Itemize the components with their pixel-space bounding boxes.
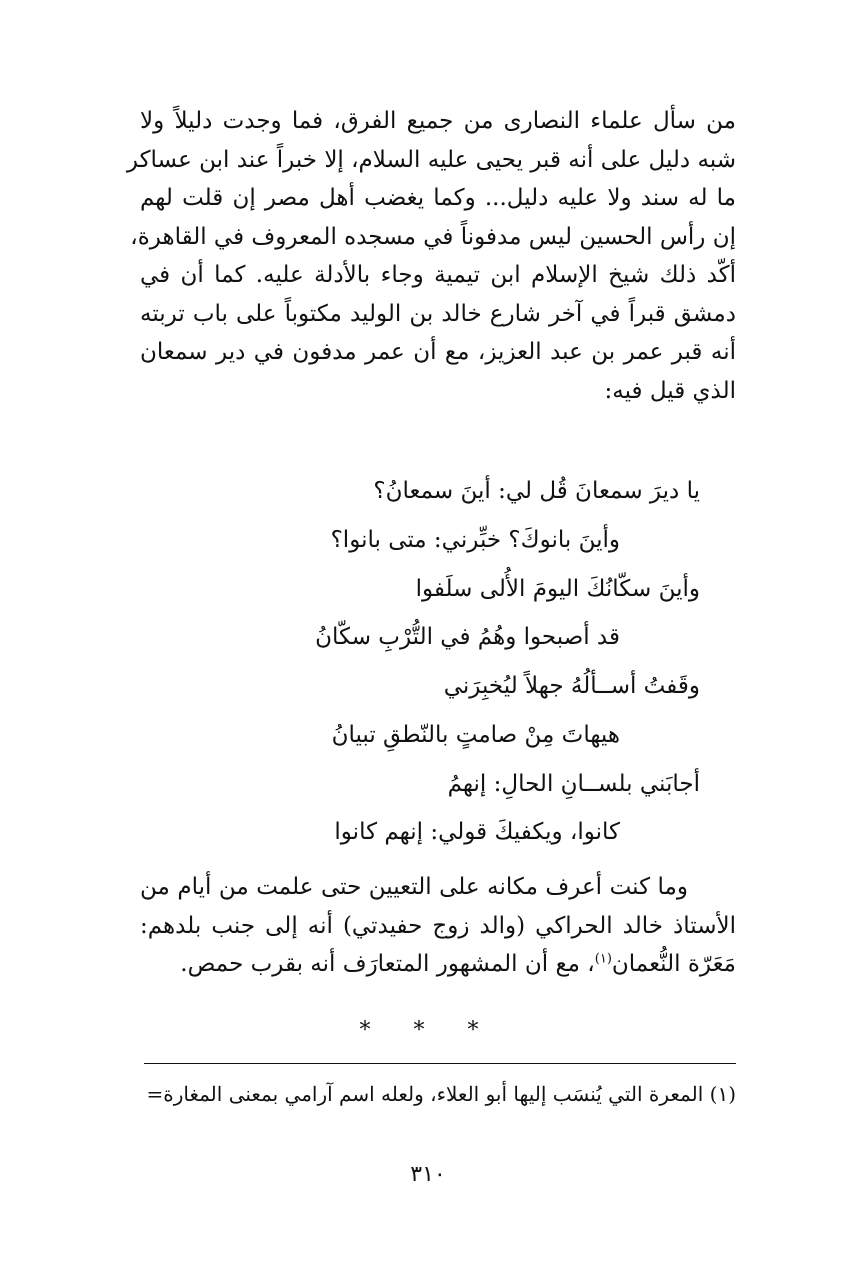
poem-verse: أجابَني بلســانِ الحالِ: إنهمُ xyxy=(447,771,700,797)
section-separator: * * * xyxy=(359,1018,497,1043)
poem-verse: يا ديرَ سمعانَ قُل لي: أينَ سمعانُ؟ xyxy=(373,478,700,504)
paragraph-2-line: وما كنت أعرف مكانه على التعيين حتى علمت من أيام من xyxy=(140,874,688,900)
paragraph-1-line: الذي قيل فيه: xyxy=(604,377,736,404)
footnote: (١) المعرة التي يُنسَب إليها أبو العلاء، ولعله اسم آرامي بمعنى المغارة= xyxy=(146,1082,736,1106)
paragraph-1-line: من سأل علماء النصارى من جميع الفرق، فما وجدت دليلاً ولا xyxy=(140,108,736,134)
paragraph-1-line: دمشق قبراً في آخر شارع خالد بن الوليد مكتوباً على باب تربته xyxy=(140,300,736,327)
paragraph-1 xyxy=(126,102,736,410)
poem-verse: كانوا، ويكفيكَ قولي: إنهم كانوا xyxy=(334,819,620,845)
paragraph-2-line: الأستاذ خالد الحراكي (والد زوج حفيدتي) أنه إلى جنب بلدهم: xyxy=(140,912,736,939)
poem-verse: قد أصبحوا وهُمُ في التُّرْبِ سكّانُ xyxy=(315,624,620,650)
paragraph-2-line xyxy=(140,945,736,984)
footnote-reference[interactable]: (١) xyxy=(594,951,612,967)
paragraph-1-line: شبه دليل على أنه قبر يحيى عليه السلام، إلا خبراً عند ابن عساكر xyxy=(126,146,736,173)
paragraph-2-line-end: ، مع أن المشهور المتعارَف أنه بقرب حمص. xyxy=(180,951,595,977)
poem-verse: وقَفتُ أســألُهُ جهلاً ليُخبِرَني xyxy=(443,673,700,699)
paragraph-1-line: إن رأس الحسين ليس مدفوناً في مسجده المعروف في القاهرة، xyxy=(130,223,736,250)
paragraph-1-line: أنه قبر عمر بن عبد العزيز، مع أن عمر مدفون في دير سمعان xyxy=(140,339,736,365)
paragraph-2 xyxy=(140,868,736,984)
footnote-divider xyxy=(144,1063,736,1064)
place-name: مَعَرّة النُّعمان xyxy=(611,951,736,977)
poem-verse: وأينَ سكّانُكَ اليومَ الأُلى سلَفوا xyxy=(415,576,700,602)
poem-verse: هيهاتَ مِنْ صامتٍ بالنّطقِ تبيانُ xyxy=(331,722,620,748)
poem-verse: وأينَ بانوكَ؟ خبِّرني: متى بانوا؟ xyxy=(330,527,620,553)
page-number: ٣١٠ xyxy=(410,1162,446,1187)
paragraph-1-line: ما له سند ولا عليه دليل... وكما يغضب أهل مصر إن قلت لهم xyxy=(140,185,736,211)
paragraph-1-line: أكّد ذلك شيخ الإسلام ابن تيمية وجاء بالأدلة عليه. كما أن في xyxy=(140,262,736,288)
